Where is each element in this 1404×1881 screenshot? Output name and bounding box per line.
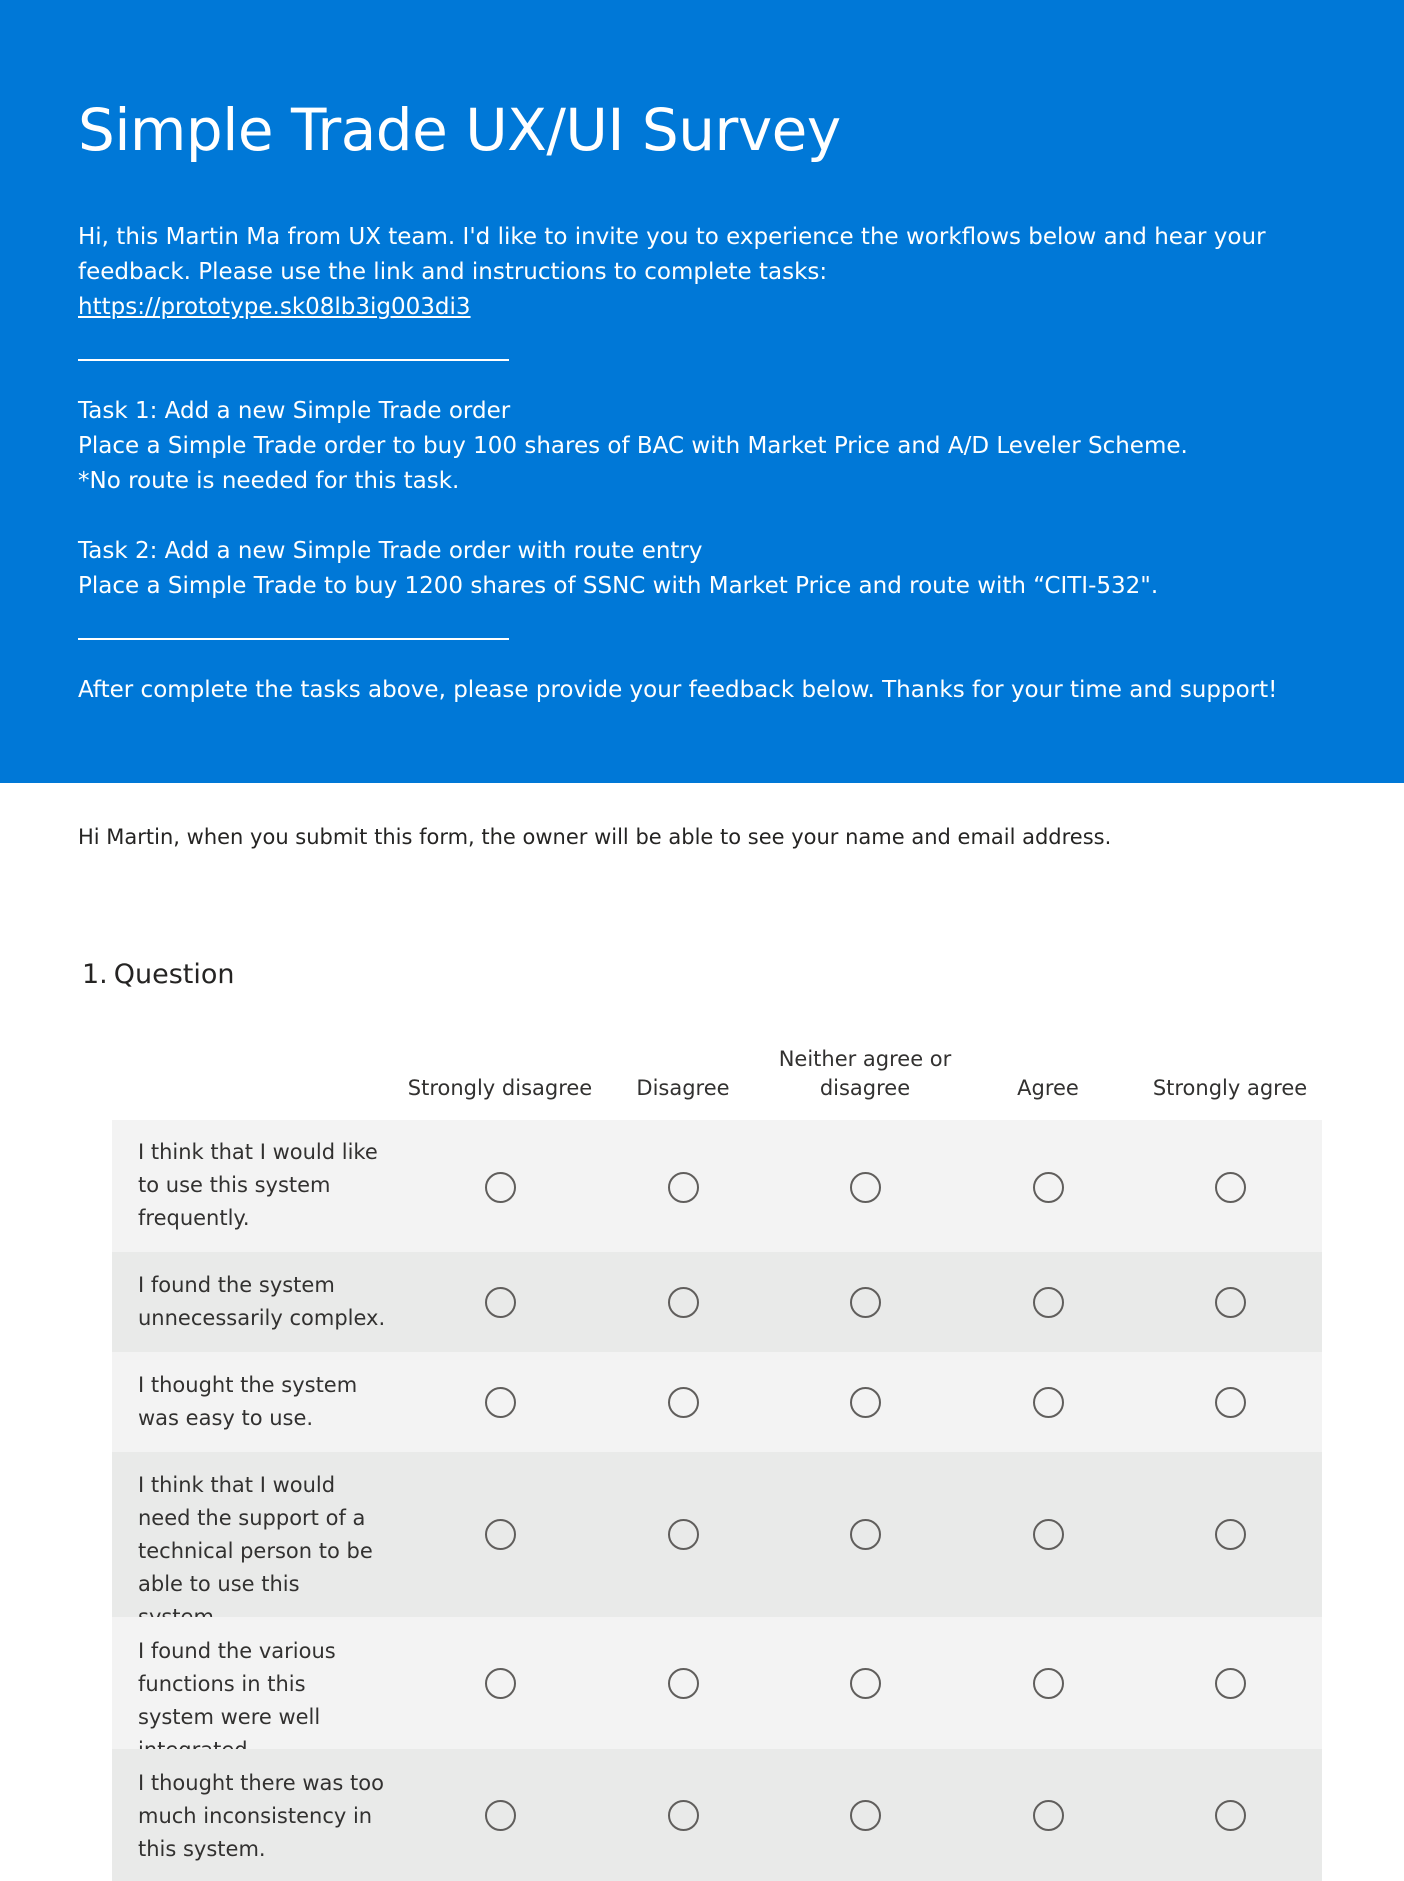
likert-row xyxy=(112,1452,1322,1617)
radio-option-5[interactable] xyxy=(1215,1800,1246,1831)
radio-option-3[interactable] xyxy=(850,1387,881,1418)
column-header: Strongly agree xyxy=(1152,1076,1308,1100)
closing-text: After complete the tasks above, please provide your feedback below. Thanks for your time and support! xyxy=(78,677,1278,703)
survey-description xyxy=(78,220,1326,708)
radio-option-5[interactable] xyxy=(1215,1668,1246,1699)
radio-option-3[interactable] xyxy=(850,1172,881,1203)
likert-row xyxy=(112,1749,1322,1881)
radio-option-5[interactable] xyxy=(1215,1172,1246,1203)
intro-line-2: feedback. Please use the link and instructions to complete tasks: xyxy=(78,259,828,285)
radio-option-3[interactable] xyxy=(850,1519,881,1550)
radio-option-4[interactable] xyxy=(1033,1387,1064,1418)
radio-option-2[interactable] xyxy=(668,1387,699,1418)
radio-option-3[interactable] xyxy=(850,1800,881,1831)
likert-table xyxy=(112,1040,1322,1881)
radio-option-5[interactable] xyxy=(1215,1387,1246,1418)
intro-line-1: Hi, this Martin Ma from UX team. I'd like to invite you to experience the workflows below and hear your xyxy=(78,224,1266,250)
statement-label: I found the system unnecessarily complex. xyxy=(138,1273,386,1330)
radio-option-5[interactable] xyxy=(1215,1519,1246,1550)
radio-option-5[interactable] xyxy=(1215,1287,1246,1318)
radio-option-4[interactable] xyxy=(1033,1800,1064,1831)
statement-label: I think that I would need the support of a technical person to be able to use this xyxy=(138,1473,373,1596)
privacy-note: Hi Martin, when you submit this form, the owner will be able to see your name and email address. xyxy=(78,825,1112,849)
radio-option-4[interactable] xyxy=(1033,1519,1064,1550)
radio-option-2[interactable] xyxy=(668,1172,699,1203)
question-label: Question xyxy=(113,959,235,990)
question-title xyxy=(82,955,235,995)
radio-option-1[interactable] xyxy=(485,1668,516,1699)
task1-instructions: Place a Simple Trade order to buy 100 shares of BAC with Market Price and A/D Leveler Scheme. xyxy=(78,433,1188,459)
radio-option-2[interactable] xyxy=(668,1519,699,1550)
survey-header xyxy=(0,0,1404,783)
column-header: Neither agree or disagree xyxy=(778,1047,952,1100)
task1-title: Task 1: Add a new Simple Trade order xyxy=(78,398,511,424)
likert-row xyxy=(112,1617,1322,1749)
likert-header xyxy=(112,1040,1322,1120)
radio-option-1[interactable] xyxy=(485,1800,516,1831)
likert-row xyxy=(112,1352,1322,1452)
column-header: Strongly disagree xyxy=(407,1076,593,1100)
survey-title: Simple Trade UX/UI Survey xyxy=(78,96,841,164)
prototype-link[interactable]: https://prototype.sk08lb3ig003di3 xyxy=(78,294,471,320)
question-number: 1. xyxy=(82,959,108,990)
likert-body xyxy=(112,1120,1322,1881)
task1-note: *No route is needed for this task. xyxy=(78,468,460,494)
likert-row xyxy=(112,1252,1322,1352)
statement-label: I think that I would like to use this system frequently. xyxy=(138,1140,378,1230)
statement-label: I thought the system was easy to use. xyxy=(138,1373,358,1430)
radio-option-2[interactable] xyxy=(668,1287,699,1318)
radio-option-4[interactable] xyxy=(1033,1287,1064,1318)
radio-option-4[interactable] xyxy=(1033,1668,1064,1699)
column-header: Agree xyxy=(1017,1076,1079,1100)
radio-option-2[interactable] xyxy=(668,1800,699,1831)
likert-row xyxy=(112,1120,1322,1252)
radio-option-1[interactable] xyxy=(485,1287,516,1318)
radio-option-4[interactable] xyxy=(1033,1172,1064,1203)
divider xyxy=(78,359,509,361)
column-header: Disagree xyxy=(636,1076,730,1100)
task2-title: Task 2: Add a new Simple Trade order with route entry xyxy=(78,538,703,564)
statement-label: I thought there was too much inconsistency in this system. xyxy=(138,1771,384,1861)
radio-option-2[interactable] xyxy=(668,1668,699,1699)
radio-option-1[interactable] xyxy=(485,1387,516,1418)
task2-instructions: Place a Simple Trade to buy 1200 shares of SSNC with Market Price and route with “CITI-532". xyxy=(78,573,1159,599)
radio-option-1[interactable] xyxy=(485,1172,516,1203)
radio-option-3[interactable] xyxy=(850,1287,881,1318)
radio-option-1[interactable] xyxy=(485,1519,516,1550)
radio-option-3[interactable] xyxy=(850,1668,881,1699)
divider xyxy=(78,638,509,640)
statement-label: I found the various functions in this system were well xyxy=(138,1639,336,1729)
